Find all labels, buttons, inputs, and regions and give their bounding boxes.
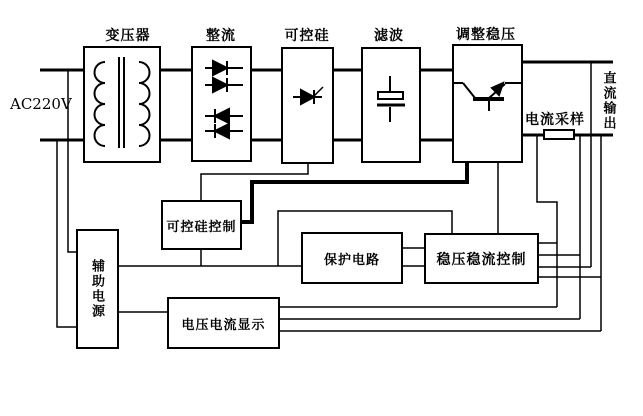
regulation-control-label: 稳压稳流控制 [436, 252, 527, 268]
rectifier-block [192, 47, 251, 161]
transformer-block [84, 47, 160, 162]
rectifier-label: 整流 [206, 29, 236, 44]
transformer-label: 变压器 [105, 29, 151, 44]
dc-output-label: 直流输出 [601, 71, 617, 131]
scr-control-to-regulator-wire [241, 162, 467, 222]
scr-control-label: 可控硅控制 [166, 218, 237, 234]
regulator-block [453, 45, 522, 162]
current-sampling-label: 电流采样 [525, 113, 585, 128]
protection-label: 保护电路 [323, 251, 380, 267]
aux-power-label: 辅助电源 [90, 259, 105, 319]
ac-input-label: AC220V [10, 95, 72, 113]
current-shunt-resistor [544, 130, 574, 139]
filter-label: 滤波 [374, 29, 404, 44]
scr-label: 可控硅 [284, 29, 330, 44]
ac-branch-to-aux-left [57, 140, 77, 327]
display-label: 电压电流显示 [181, 316, 266, 332]
regulator-label: 调整稳压 [456, 28, 516, 43]
scr-block [282, 48, 333, 163]
sense-wire-shunt-left [537, 135, 557, 307]
